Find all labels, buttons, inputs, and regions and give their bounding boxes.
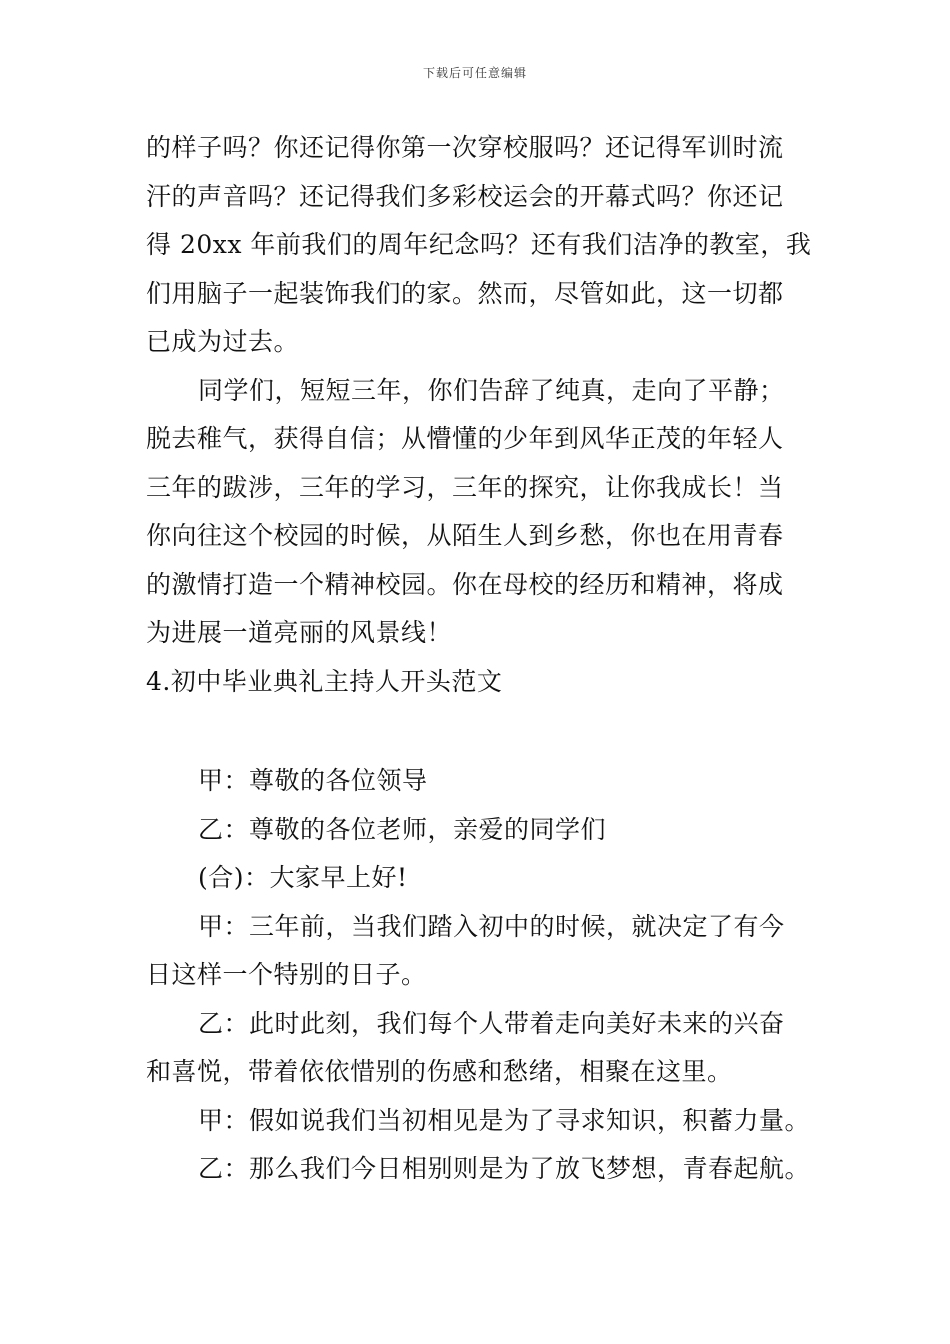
text-line: 得 20xx 年前我们的周年纪念吗？还有我们洁净的教室，我 bbox=[146, 230, 812, 259]
text-line: 的激情打造一个精神校园。你在母校的经历和精神，将成 bbox=[146, 569, 784, 599]
blank-gap bbox=[146, 706, 814, 757]
dialogue-line: 甲：三年前，当我们踏入初中的时候，就决定了有今 bbox=[198, 911, 785, 941]
dialogue-line: 乙：尊敬的各位老师，亲爱的同学们 bbox=[198, 814, 607, 844]
dialogue-line: 日这样一个特别的日子。 bbox=[146, 960, 427, 989]
text-line: 你向往这个校园的时候，从陌生人到乡愁，你也在用青春 bbox=[146, 521, 784, 550]
dialogue-line: 和喜悦，带着依依惜别的伤感和愁绪，相聚在这里。 bbox=[146, 1057, 733, 1086]
text-line: 三年的跋涉，三年的学习，三年的探究，让你我成长！当 bbox=[146, 472, 784, 502]
text-line: 为进展一道亮丽的风景线！ bbox=[146, 618, 453, 647]
text-line: 同学们，短短三年，你们告辞了纯真，走向了平静； bbox=[198, 375, 785, 405]
text-line: 脱去稚气，获得自信；从懵懂的少年到风华正茂的年轻人 bbox=[146, 424, 784, 453]
dialogue-line: 乙：那么我们今日相别则是为了放飞梦想，青春起航。 bbox=[198, 1154, 811, 1183]
dialogue-line: (合)：大家早上好! bbox=[198, 863, 408, 892]
text-line: 的样子吗？你还记得你第一次穿校服吗？还记得军训时流 bbox=[146, 133, 784, 162]
text-line: 已成为过去。 bbox=[146, 327, 300, 356]
section-heading: 4.初中毕业典礼主持人开头范文 bbox=[146, 666, 503, 696]
dialogue-line: 甲：尊敬的各位领导 bbox=[198, 766, 428, 795]
dialogue-line: 甲：假如说我们当初相见是为了寻求知识，积蓄力量。 bbox=[198, 1105, 811, 1135]
dialogue-line: 乙：此时此刻，我们每个人带着走向美好未来的兴奋 bbox=[198, 1008, 785, 1038]
document-body bbox=[146, 124, 814, 1194]
text-line: 们用脑子一起装饰我们的家。然而，尽管如此，这一切都 bbox=[146, 278, 784, 308]
paragraph-2 bbox=[146, 367, 814, 658]
dialogue bbox=[146, 757, 814, 1194]
paragraph-1 bbox=[146, 124, 814, 367]
page-header: 下载后可任意编辑 bbox=[422, 66, 527, 80]
text-line: 汗的声音吗？还记得我们多彩校运会的开幕式吗？你还记 bbox=[146, 181, 784, 211]
